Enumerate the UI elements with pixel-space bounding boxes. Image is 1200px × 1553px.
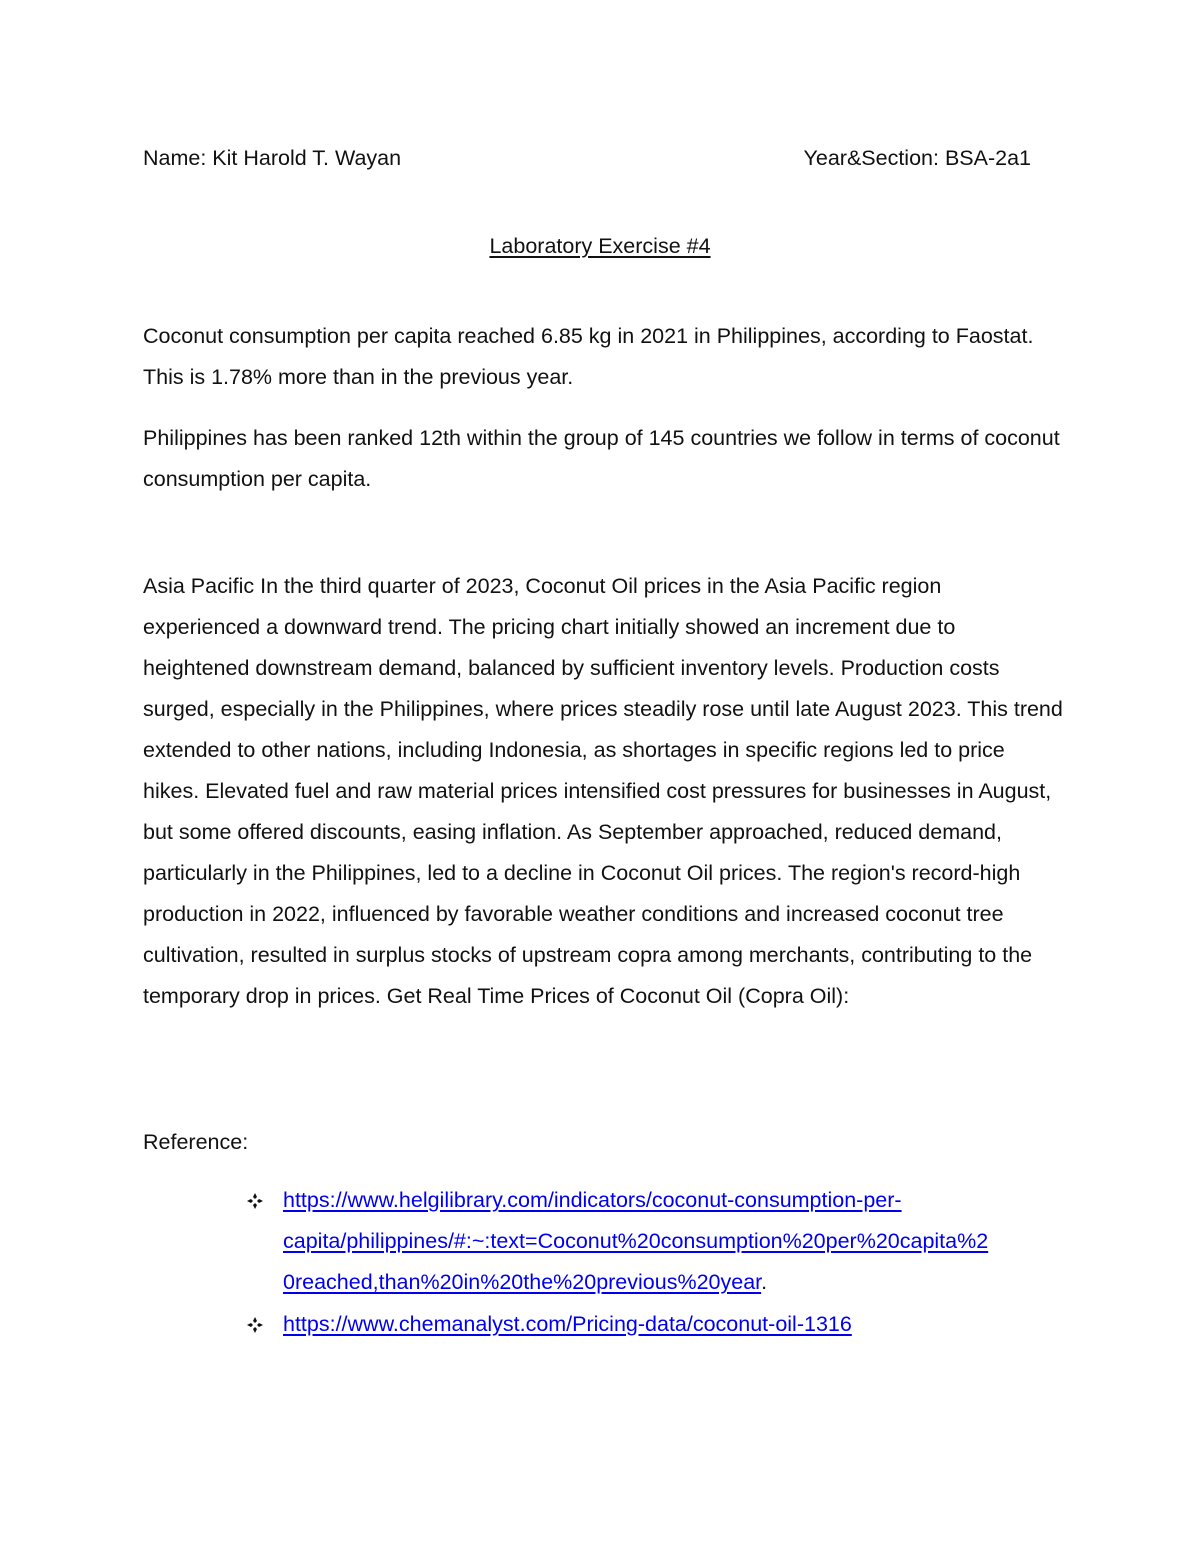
- reference-link-line: https://www.helgilibrary.com/indicators/coconut-consumption-per-: [283, 1188, 902, 1212]
- paragraph-asia-pacific: Asia Pacific In the third quarter of 2023, Coconut Oil prices in the Asia Pacific region experienced a downward trend. The pricing chart initially showed an increment due to heightened downstream demand, balanced by sufficient inventory levels. Production costs surged, especially in the Philippines, where prices steadily rose until late August 2023. This trend extended to other nations, including Indonesia, as shortages in specific regions led to price hikes. Elevated fuel and raw material prices intensified cost pressures for businesses in August, but some offered discounts, easing inflation. As September approached, reduced demand, particularly in the Philippines, led to a decline in Coconut Oil prices. The region's record-high production in 2022, influenced by favorable weather conditions and increased coconut tree cultivation, resulted in surplus stocks of upstream copra among merchants, contributing to the temporary drop in prices. Get Real Time Prices of Coconut Oil (Copra Oil):: [143, 574, 1063, 1008]
- reference-trailing-period: .: [761, 1270, 768, 1294]
- reference-label: Reference:: [143, 1130, 249, 1154]
- year-section: Year&Section: BSA-2a1: [803, 146, 1031, 170]
- paragraph-ranking: Philippines has been ranked 12th within the group of 145 countries we follow in terms of coconut consumption per capita.: [143, 426, 1060, 491]
- list-item: [245, 1304, 1065, 1345]
- header-row: [143, 142, 1031, 174]
- reference-link-helgilibrary[interactable]: [283, 1188, 988, 1294]
- paragraph-consumption: Coconut consumption per capita reached 6.85 kg in 2021 in Philippines, according to Faostat. This is 1.78% more than in the previous year.: [143, 324, 1034, 389]
- reference-link-line: 0reached,than%20in%20the%20previous%20year: [283, 1270, 762, 1294]
- document-title: Laboratory Exercise #4: [489, 234, 711, 258]
- reference-list: [245, 1180, 1065, 1345]
- four-diamond-star-icon: [245, 1304, 265, 1345]
- list-item: [245, 1180, 1065, 1303]
- four-diamond-star-icon: [245, 1180, 265, 1221]
- reference-link-chemanalyst[interactable]: https://www.chemanalyst.com/Pricing-data/coconut-oil-1316: [283, 1312, 852, 1336]
- student-name: Name: Kit Harold T. Wayan: [143, 146, 402, 170]
- document-title-container: [0, 230, 1200, 262]
- reference-link-line: capita/philippines/#:~:text=Coconut%20consumption%20per%20capita%2: [283, 1229, 989, 1253]
